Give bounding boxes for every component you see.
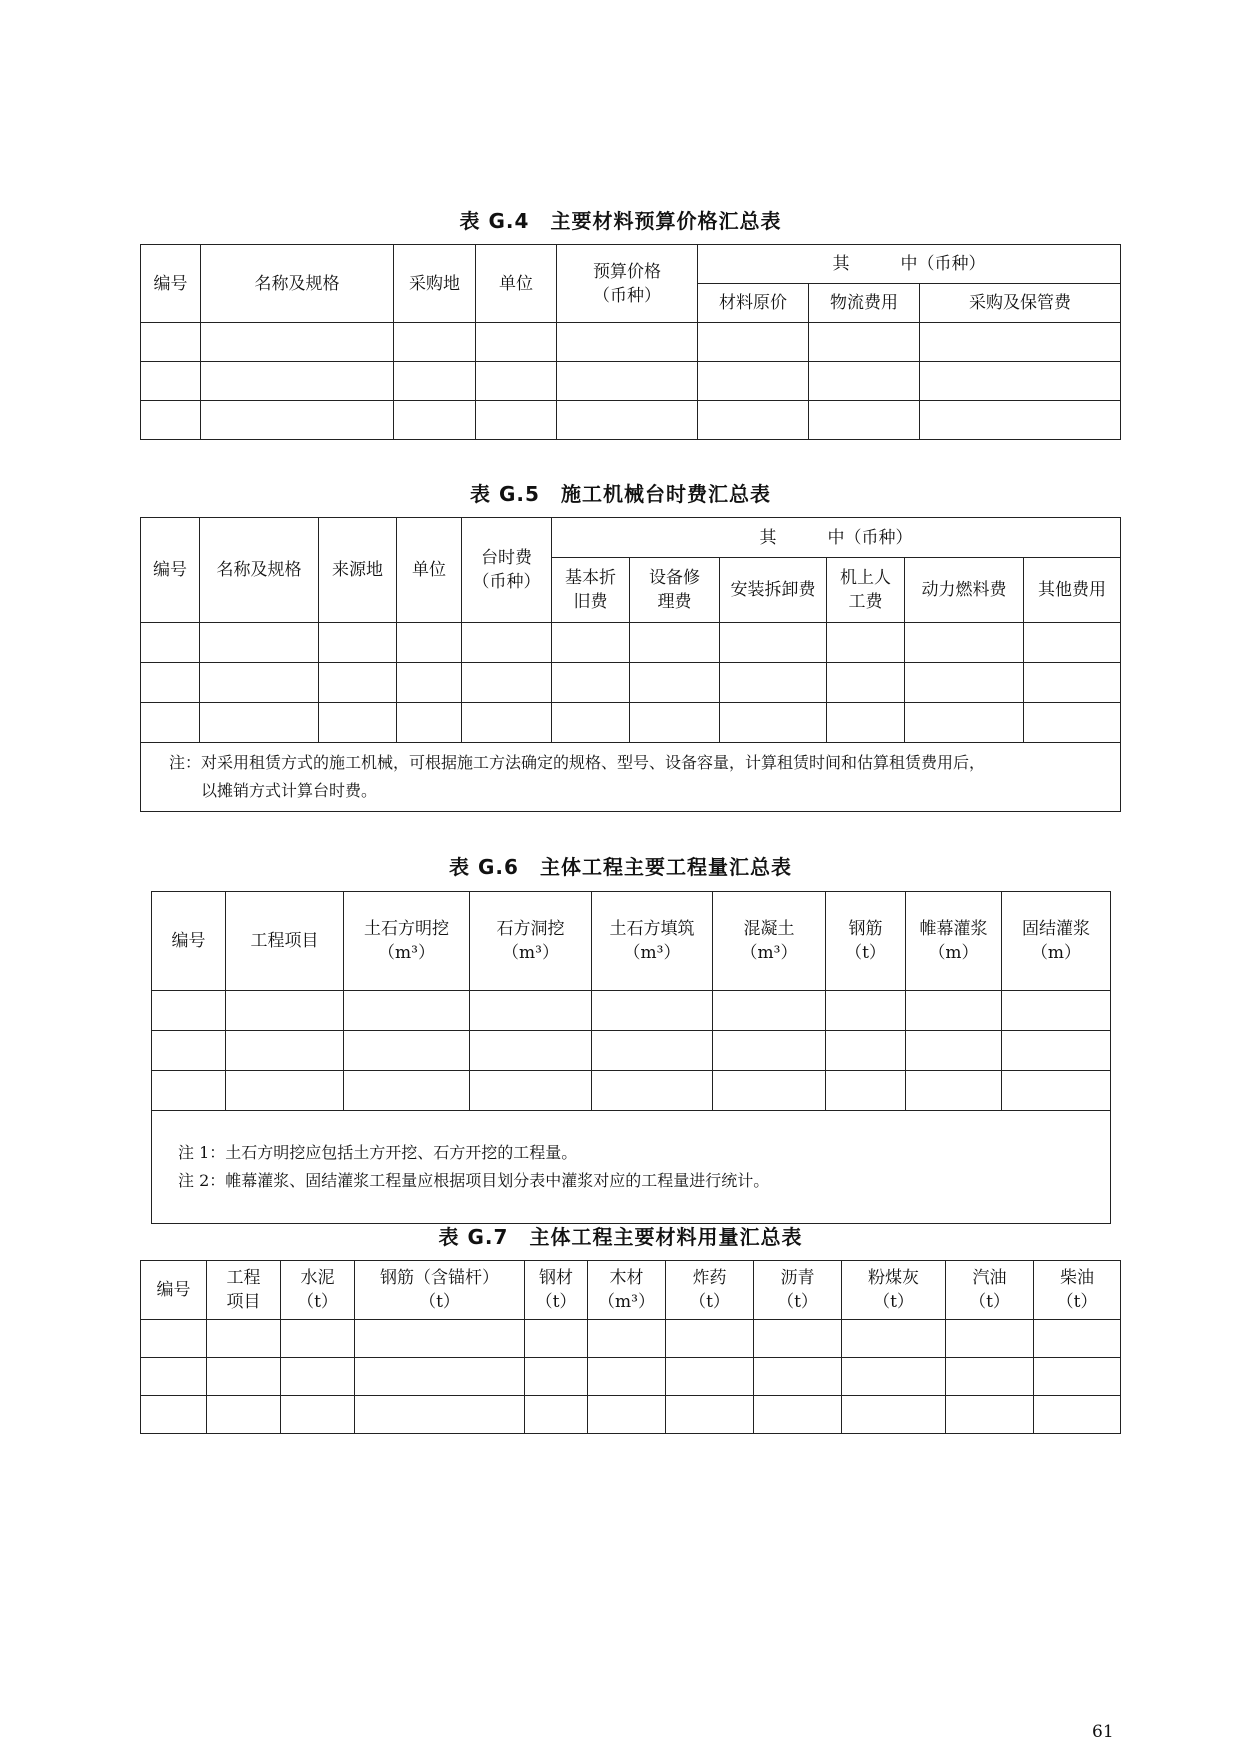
header-operator-labor: 机上人 工费 — [827, 558, 905, 623]
header-project: 工程 项目 — [207, 1261, 281, 1320]
table-g6-title: 表 G.6 主体工程主要工程量汇总表 — [449, 855, 792, 879]
header-id: 编号 — [141, 1261, 207, 1320]
table-g7 — [140, 1260, 1121, 1434]
table-row — [141, 1396, 1121, 1434]
table-row — [141, 1320, 1121, 1358]
header-storage-cost: 采购及保管费 — [920, 284, 1121, 323]
header-logistics-cost: 物流费用 — [809, 284, 920, 323]
header-consolidation-grouting: 固结灌浆 （m） — [1002, 892, 1111, 991]
header-fill: 土石方填筑 （m³） — [592, 892, 713, 991]
header-unit: 单位 — [397, 518, 462, 623]
table-row — [141, 1358, 1121, 1396]
header-diesel: 柴油 （t） — [1034, 1261, 1121, 1320]
header-source: 来源地 — [319, 518, 397, 623]
header-of-which: 其 中（币种） — [698, 245, 1121, 284]
header-timber: 木材 （m³） — [588, 1261, 666, 1320]
header-id: 编号 — [141, 518, 200, 623]
note-2: 注 2：帷幕灌浆、固结灌浆工程量应根据项目划分表中灌浆对应的工程量进行统计。 — [178, 1171, 770, 1190]
header-power-fuel: 动力燃料费 — [905, 558, 1024, 623]
table-row — [152, 1071, 1111, 1111]
header-repair: 设备修 理费 — [630, 558, 720, 623]
table-row — [141, 362, 1121, 401]
header-cement: 水泥 （t） — [281, 1261, 355, 1320]
header-of-which: 其 中（币种） — [552, 518, 1121, 558]
header-concrete: 混凝土 （m³） — [713, 892, 826, 991]
header-purchase-place: 采购地 — [394, 245, 476, 323]
table-g4-title: 表 G.4 主要材料预算价格汇总表 — [459, 209, 782, 233]
header-id: 编号 — [141, 245, 201, 323]
table-row — [141, 703, 1121, 743]
header-material-price: 材料原价 — [698, 284, 809, 323]
table-g6 — [151, 891, 1111, 1224]
table-row — [141, 401, 1121, 440]
header-name-spec: 名称及规格 — [200, 518, 319, 623]
header-install-remove: 安装拆卸费 — [720, 558, 827, 623]
header-rebar-anchor: 钢筋（含锚杆） （t） — [355, 1261, 525, 1320]
note-1: 注 1：土石方明挖应包括土方开挖、石方开挖的工程量。 — [178, 1143, 578, 1162]
header-open-excavation: 土石方明挖 （m³） — [344, 892, 470, 991]
table-g5-title: 表 G.5 施工机械台时费汇总表 — [470, 482, 771, 506]
header-gasoline: 汽油 （t） — [946, 1261, 1034, 1320]
table-row — [141, 623, 1121, 663]
header-rebar: 钢筋 （t） — [826, 892, 906, 991]
table-row — [141, 323, 1121, 362]
header-id: 编号 — [152, 892, 226, 991]
header-depreciation: 基本折 旧费 — [552, 558, 630, 623]
header-other-cost: 其他费用 — [1024, 558, 1121, 623]
table-g7-title: 表 G.7 主体工程主要材料用量汇总表 — [438, 1225, 803, 1249]
table-g5-note: 注：对采用租赁方式的施工机械，可根据施工方法确定的规格、型号、设备容量，计算租赁时间和估算租赁费用后， 以摊销方式计算台时费。 — [141, 743, 1121, 812]
header-hourly-rate: 台时费 （币种） — [462, 518, 552, 623]
header-steel: 钢材 （t） — [525, 1261, 588, 1320]
header-project: 工程项目 — [226, 892, 344, 991]
header-curtain-grouting: 帷幕灌浆 （m） — [906, 892, 1002, 991]
header-explosive: 炸药 （t） — [666, 1261, 754, 1320]
header-budget-price: 预算价格 （币种） — [557, 245, 698, 323]
table-row — [141, 663, 1121, 703]
header-tunnel-excavation: 石方洞挖 （m³） — [470, 892, 592, 991]
table-row — [152, 991, 1111, 1031]
page-number: 61 — [1092, 1722, 1114, 1742]
header-name-spec: 名称及规格 — [201, 245, 394, 323]
table-row — [152, 1031, 1111, 1071]
header-unit: 单位 — [476, 245, 557, 323]
header-asphalt: 沥青 （t） — [754, 1261, 842, 1320]
table-g4 — [140, 244, 1121, 440]
table-g6-notes — [152, 1111, 1111, 1224]
header-fly-ash: 粉煤灰 （t） — [842, 1261, 946, 1320]
table-g5 — [140, 517, 1121, 812]
